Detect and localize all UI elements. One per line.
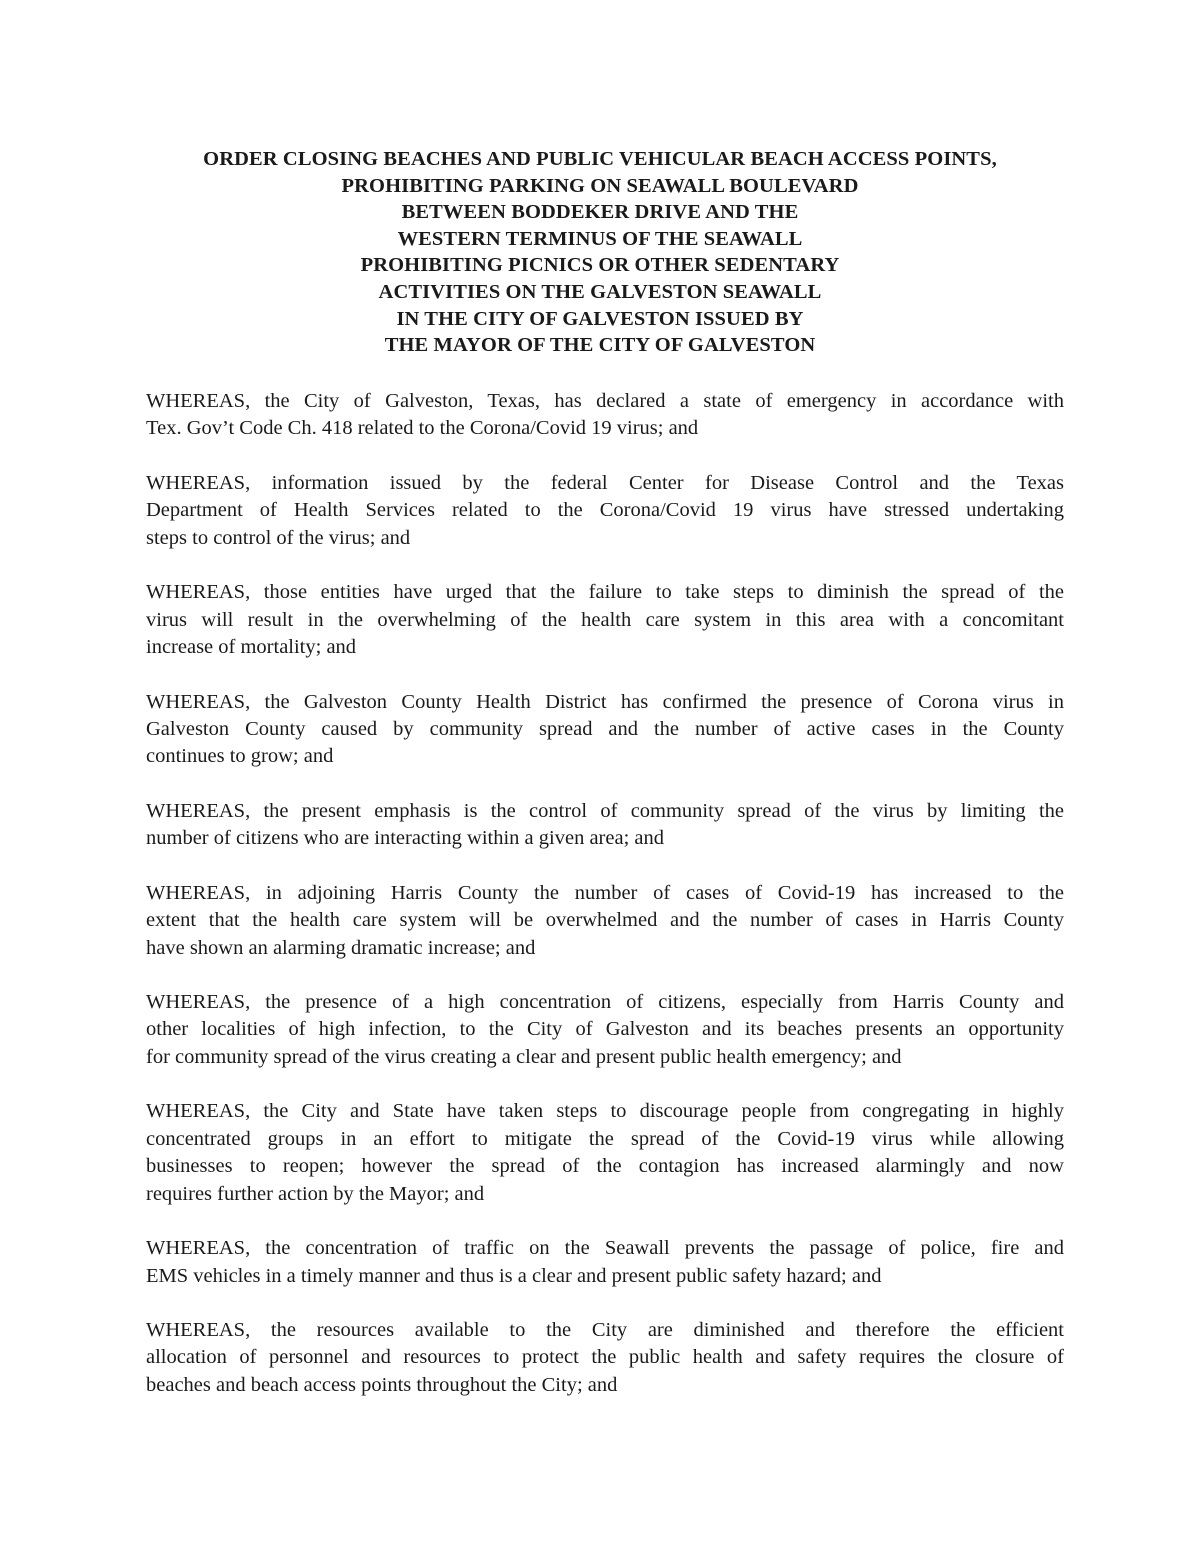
paragraph-line: WHEREAS, information issued by the federal Center for Disease Control and the Texas xyxy=(146,471,1064,494)
paragraph-line: Department of Health Services related to the Corona/Covid 19 virus have stressed undertaking xyxy=(146,499,1064,522)
whereas-paragraph xyxy=(146,1317,1064,1399)
paragraph-line: concentrated groups in an effort to mitigate the spread of the Covid-19 virus while allowing xyxy=(146,1127,1064,1150)
whereas-paragraph xyxy=(146,880,1064,962)
paragraph-line: WHEREAS, those entities have urged that the failure to take steps to diminish the spread of the xyxy=(146,581,1064,604)
whereas-paragraph xyxy=(146,388,1064,443)
paragraph-line: requires further action by the Mayor; and xyxy=(146,1182,485,1205)
whereas-paragraph xyxy=(146,579,1064,661)
title-line: PROHIBITING PICNICS OR OTHER SEDENTARY xyxy=(360,254,840,277)
title-line: WESTERN TERMINUS OF THE SEAWALL xyxy=(397,227,803,250)
paragraph-line: allocation of personnel and resources to protect the public health and safety requires the closure of xyxy=(146,1346,1064,1369)
whereas-paragraph xyxy=(146,798,1064,853)
paragraph-line: increase of mortality; and xyxy=(146,636,357,659)
whereas-clauses xyxy=(146,388,1064,1426)
paragraph-line: WHEREAS, the City of Galveston, Texas, has declared a state of emergency in accordance with xyxy=(146,390,1064,412)
paragraph-line: for community spread of the virus creating a clear and present public health emergency; and xyxy=(146,1045,902,1068)
whereas-paragraph xyxy=(146,1235,1064,1290)
order-title xyxy=(100,146,1100,359)
paragraph-line: businesses to reopen; however the spread of the contagion has increased alarmingly and now xyxy=(146,1155,1064,1178)
whereas-paragraph xyxy=(146,989,1064,1071)
paragraph-line: have shown an alarming dramatic increase; and xyxy=(146,936,536,959)
paragraph-line: Galveston County caused by community spread and the number of active cases in the County xyxy=(146,717,1064,740)
title-line: THE MAYOR OF THE CITY OF GALVESTON xyxy=(384,334,816,357)
paragraph-line: WHEREAS, in adjoining Harris County the number of cases of Covid-19 has increased to the xyxy=(146,881,1064,904)
paragraph-line: WHEREAS, the resources available to the City are diminished and therefore the efficient xyxy=(146,1319,1064,1341)
paragraph-line: steps to control of the virus; and xyxy=(146,526,411,549)
whereas-paragraph xyxy=(146,689,1064,771)
paragraph-line: WHEREAS, the present emphasis is the control of community spread of the virus by limiting the xyxy=(146,799,1064,822)
title-line: PROHIBITING PARKING ON SEAWALL BOULEVARD xyxy=(341,174,859,197)
paragraph-line: other localities of high infection, to the City of Galveston and its beaches presents an opportunity xyxy=(146,1018,1064,1041)
title-line: ACTIVITIES ON THE GALVESTON SEAWALL xyxy=(378,280,822,303)
paragraph-line: WHEREAS, the presence of a high concentration of citizens, especially from Harris County and xyxy=(146,991,1064,1014)
paragraph-line: virus will result in the overwhelming of the health care system in this area with a concomitant xyxy=(146,608,1064,631)
paragraph-line: extent that the health care system will be overwhelmed and the number of cases in Harris County xyxy=(146,909,1064,932)
paragraph-line: number of citizens who are interacting within a given area; and xyxy=(146,827,664,850)
whereas-paragraph xyxy=(146,470,1064,552)
title-line: IN THE CITY OF GALVESTON ISSUED BY xyxy=(396,307,804,330)
paragraph-line: EMS vehicles in a timely manner and thus is a clear and present public safety hazard; and xyxy=(146,1264,882,1287)
paragraph-line: WHEREAS, the Galveston County Health District has confirmed the presence of Corona virus in xyxy=(146,690,1064,713)
paragraph-line: continues to grow; and xyxy=(146,745,334,768)
paragraph-line: WHEREAS, the City and State have taken steps to discourage people from congregating in highly xyxy=(146,1100,1064,1123)
title-line: ORDER CLOSING BEACHES AND PUBLIC VEHICULAR BEACH ACCESS POINTS, xyxy=(203,148,997,170)
paragraph-line: beaches and beach access points throughout the City; and xyxy=(146,1373,618,1396)
whereas-paragraph xyxy=(146,1098,1064,1208)
title-line: BETWEEN BODDEKER DRIVE AND THE xyxy=(401,201,799,224)
paragraph-line: Tex. Gov’t Code Ch. 418 related to the Corona/Covid 19 virus; and xyxy=(146,417,699,440)
paragraph-line: WHEREAS, the concentration of traffic on the Seawall prevents the passage of police, fire and xyxy=(146,1237,1064,1260)
